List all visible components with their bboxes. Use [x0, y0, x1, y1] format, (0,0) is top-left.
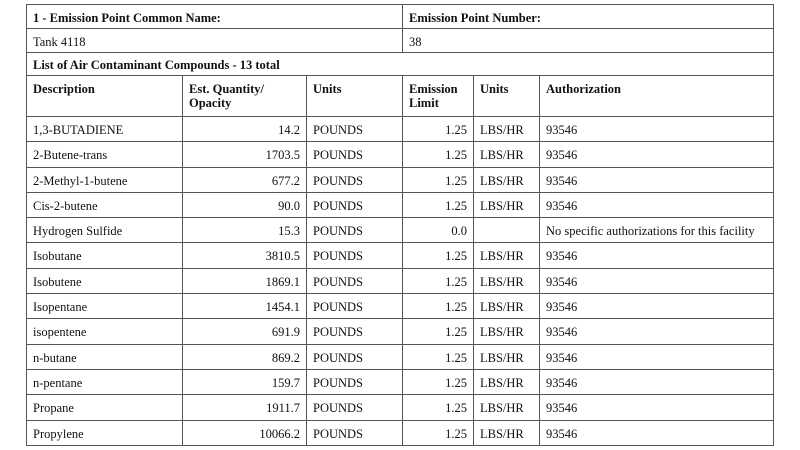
cell-authorization: 93546 — [540, 142, 774, 167]
cell-description: Propane — [27, 395, 183, 420]
cell-units: POUNDS — [307, 218, 403, 243]
column-header-row — [27, 76, 774, 117]
cell-units: POUNDS — [307, 243, 403, 268]
table-row — [27, 344, 774, 369]
cell-limit-units: LBS/HR — [474, 319, 540, 344]
cell-authorization: 93546 — [540, 117, 774, 142]
emission-point-document — [26, 4, 773, 446]
table-row — [27, 319, 774, 344]
col-units-header — [307, 76, 403, 117]
cell-limit: 1.25 — [403, 192, 474, 217]
cell-limit: 1.25 — [403, 243, 474, 268]
cell-limit-units — [474, 218, 540, 243]
cell-limit-units: LBS/HR — [474, 243, 540, 268]
cell-description: Propylene — [27, 420, 183, 445]
header-value-row — [27, 29, 774, 53]
cell-authorization: 93546 — [540, 192, 774, 217]
table-row — [27, 192, 774, 217]
cell-authorization: 93546 — [540, 294, 774, 319]
table-row — [27, 294, 774, 319]
cell-limit: 1.25 — [403, 344, 474, 369]
cell-quantity: 14.2 — [183, 117, 307, 142]
cell-limit: 1.25 — [403, 117, 474, 142]
cell-units: POUNDS — [307, 192, 403, 217]
col-description-label: Description — [33, 82, 95, 96]
cell-limit-units: LBS/HR — [474, 268, 540, 293]
cell-limit: 1.25 — [403, 420, 474, 445]
col-authorization-header — [540, 76, 774, 117]
col-quantity-label-1: Est. Quantity/ — [189, 82, 265, 96]
table-row — [27, 395, 774, 420]
cell-limit: 1.25 — [403, 167, 474, 192]
cell-limit-units: LBS/HR — [474, 369, 540, 394]
cell-description: Hydrogen Sulfide — [27, 218, 183, 243]
col-limit-units-header — [474, 76, 540, 117]
cell-description: isopentene — [27, 319, 183, 344]
table-row — [27, 142, 774, 167]
list-title-row — [27, 53, 774, 76]
cell-description: 2-Butene-trans — [27, 142, 183, 167]
cell-quantity: 1911.7 — [183, 395, 307, 420]
cell-units: POUNDS — [307, 167, 403, 192]
contaminant-rows — [27, 117, 774, 446]
cell-quantity: 1703.5 — [183, 142, 307, 167]
cell-description: n-butane — [27, 344, 183, 369]
cell-units: POUNDS — [307, 294, 403, 319]
cell-limit: 0.0 — [403, 218, 474, 243]
cell-limit: 1.25 — [403, 142, 474, 167]
cell-limit-units: LBS/HR — [474, 167, 540, 192]
cell-description: n-pentane — [27, 369, 183, 394]
cell-description: 1,3-BUTADIENE — [27, 117, 183, 142]
cell-limit-units: LBS/HR — [474, 420, 540, 445]
cell-units: POUNDS — [307, 319, 403, 344]
header-label-row — [27, 5, 774, 29]
col-authorization-label: Authorization — [546, 82, 621, 96]
table-row — [27, 369, 774, 394]
cell-quantity: 677.2 — [183, 167, 307, 192]
cell-description: Isobutene — [27, 268, 183, 293]
cell-units: POUNDS — [307, 420, 403, 445]
cell-quantity: 10066.2 — [183, 420, 307, 445]
point-number-value: 38 — [403, 29, 774, 53]
col-description-header — [27, 76, 183, 117]
cell-authorization: 93546 — [540, 319, 774, 344]
cell-limit-units: LBS/HR — [474, 192, 540, 217]
cell-units: POUNDS — [307, 395, 403, 420]
common-name-label: 1 - Emission Point Common Name: — [27, 5, 403, 29]
cell-authorization: 93546 — [540, 243, 774, 268]
cell-limit: 1.25 — [403, 268, 474, 293]
cell-limit-units: LBS/HR — [474, 294, 540, 319]
cell-description: Isobutane — [27, 243, 183, 268]
cell-authorization: 93546 — [540, 268, 774, 293]
list-title: List of Air Contaminant Compounds - 13 total — [27, 53, 774, 76]
table-row — [27, 117, 774, 142]
cell-quantity: 1869.1 — [183, 268, 307, 293]
col-units-label: Units — [313, 82, 342, 96]
col-limit-label-1: Emission — [409, 82, 458, 96]
cell-limit-units: LBS/HR — [474, 142, 540, 167]
cell-limit: 1.25 — [403, 369, 474, 394]
cell-limit-units: LBS/HR — [474, 344, 540, 369]
table-row — [27, 268, 774, 293]
col-limit-units-label: Units — [480, 82, 509, 96]
table-row — [27, 243, 774, 268]
cell-limit-units: LBS/HR — [474, 395, 540, 420]
cell-authorization: 93546 — [540, 395, 774, 420]
cell-description: Isopentane — [27, 294, 183, 319]
point-number-label: Emission Point Number: — [403, 5, 774, 29]
cell-quantity: 691.9 — [183, 319, 307, 344]
cell-quantity: 869.2 — [183, 344, 307, 369]
cell-units: POUNDS — [307, 344, 403, 369]
cell-quantity: 1454.1 — [183, 294, 307, 319]
table-row — [27, 218, 774, 243]
col-limit-header — [403, 76, 474, 117]
cell-description: 2-Methyl-1-butene — [27, 167, 183, 192]
cell-authorization: 93546 — [540, 420, 774, 445]
cell-units: POUNDS — [307, 117, 403, 142]
table-row — [27, 167, 774, 192]
cell-authorization: No specific authorizations for this facility — [540, 218, 774, 243]
cell-quantity: 90.0 — [183, 192, 307, 217]
cell-limit: 1.25 — [403, 319, 474, 344]
col-limit-label-2: Limit — [409, 96, 439, 110]
cell-units: POUNDS — [307, 268, 403, 293]
cell-authorization: 93546 — [540, 369, 774, 394]
col-quantity-label-2: Opacity — [189, 96, 232, 110]
cell-description: Cis-2-butene — [27, 192, 183, 217]
cell-limit: 1.25 — [403, 294, 474, 319]
contaminant-table — [26, 52, 774, 446]
cell-authorization: 93546 — [540, 344, 774, 369]
common-name-value: Tank 4118 — [27, 29, 403, 53]
cell-units: POUNDS — [307, 142, 403, 167]
cell-limit: 1.25 — [403, 395, 474, 420]
emission-point-header-table — [26, 4, 774, 53]
cell-authorization: 93546 — [540, 167, 774, 192]
cell-limit-units: LBS/HR — [474, 117, 540, 142]
cell-units: POUNDS — [307, 369, 403, 394]
cell-quantity: 15.3 — [183, 218, 307, 243]
cell-quantity: 3810.5 — [183, 243, 307, 268]
cell-quantity: 159.7 — [183, 369, 307, 394]
table-row — [27, 420, 774, 445]
col-quantity-header — [183, 76, 307, 117]
